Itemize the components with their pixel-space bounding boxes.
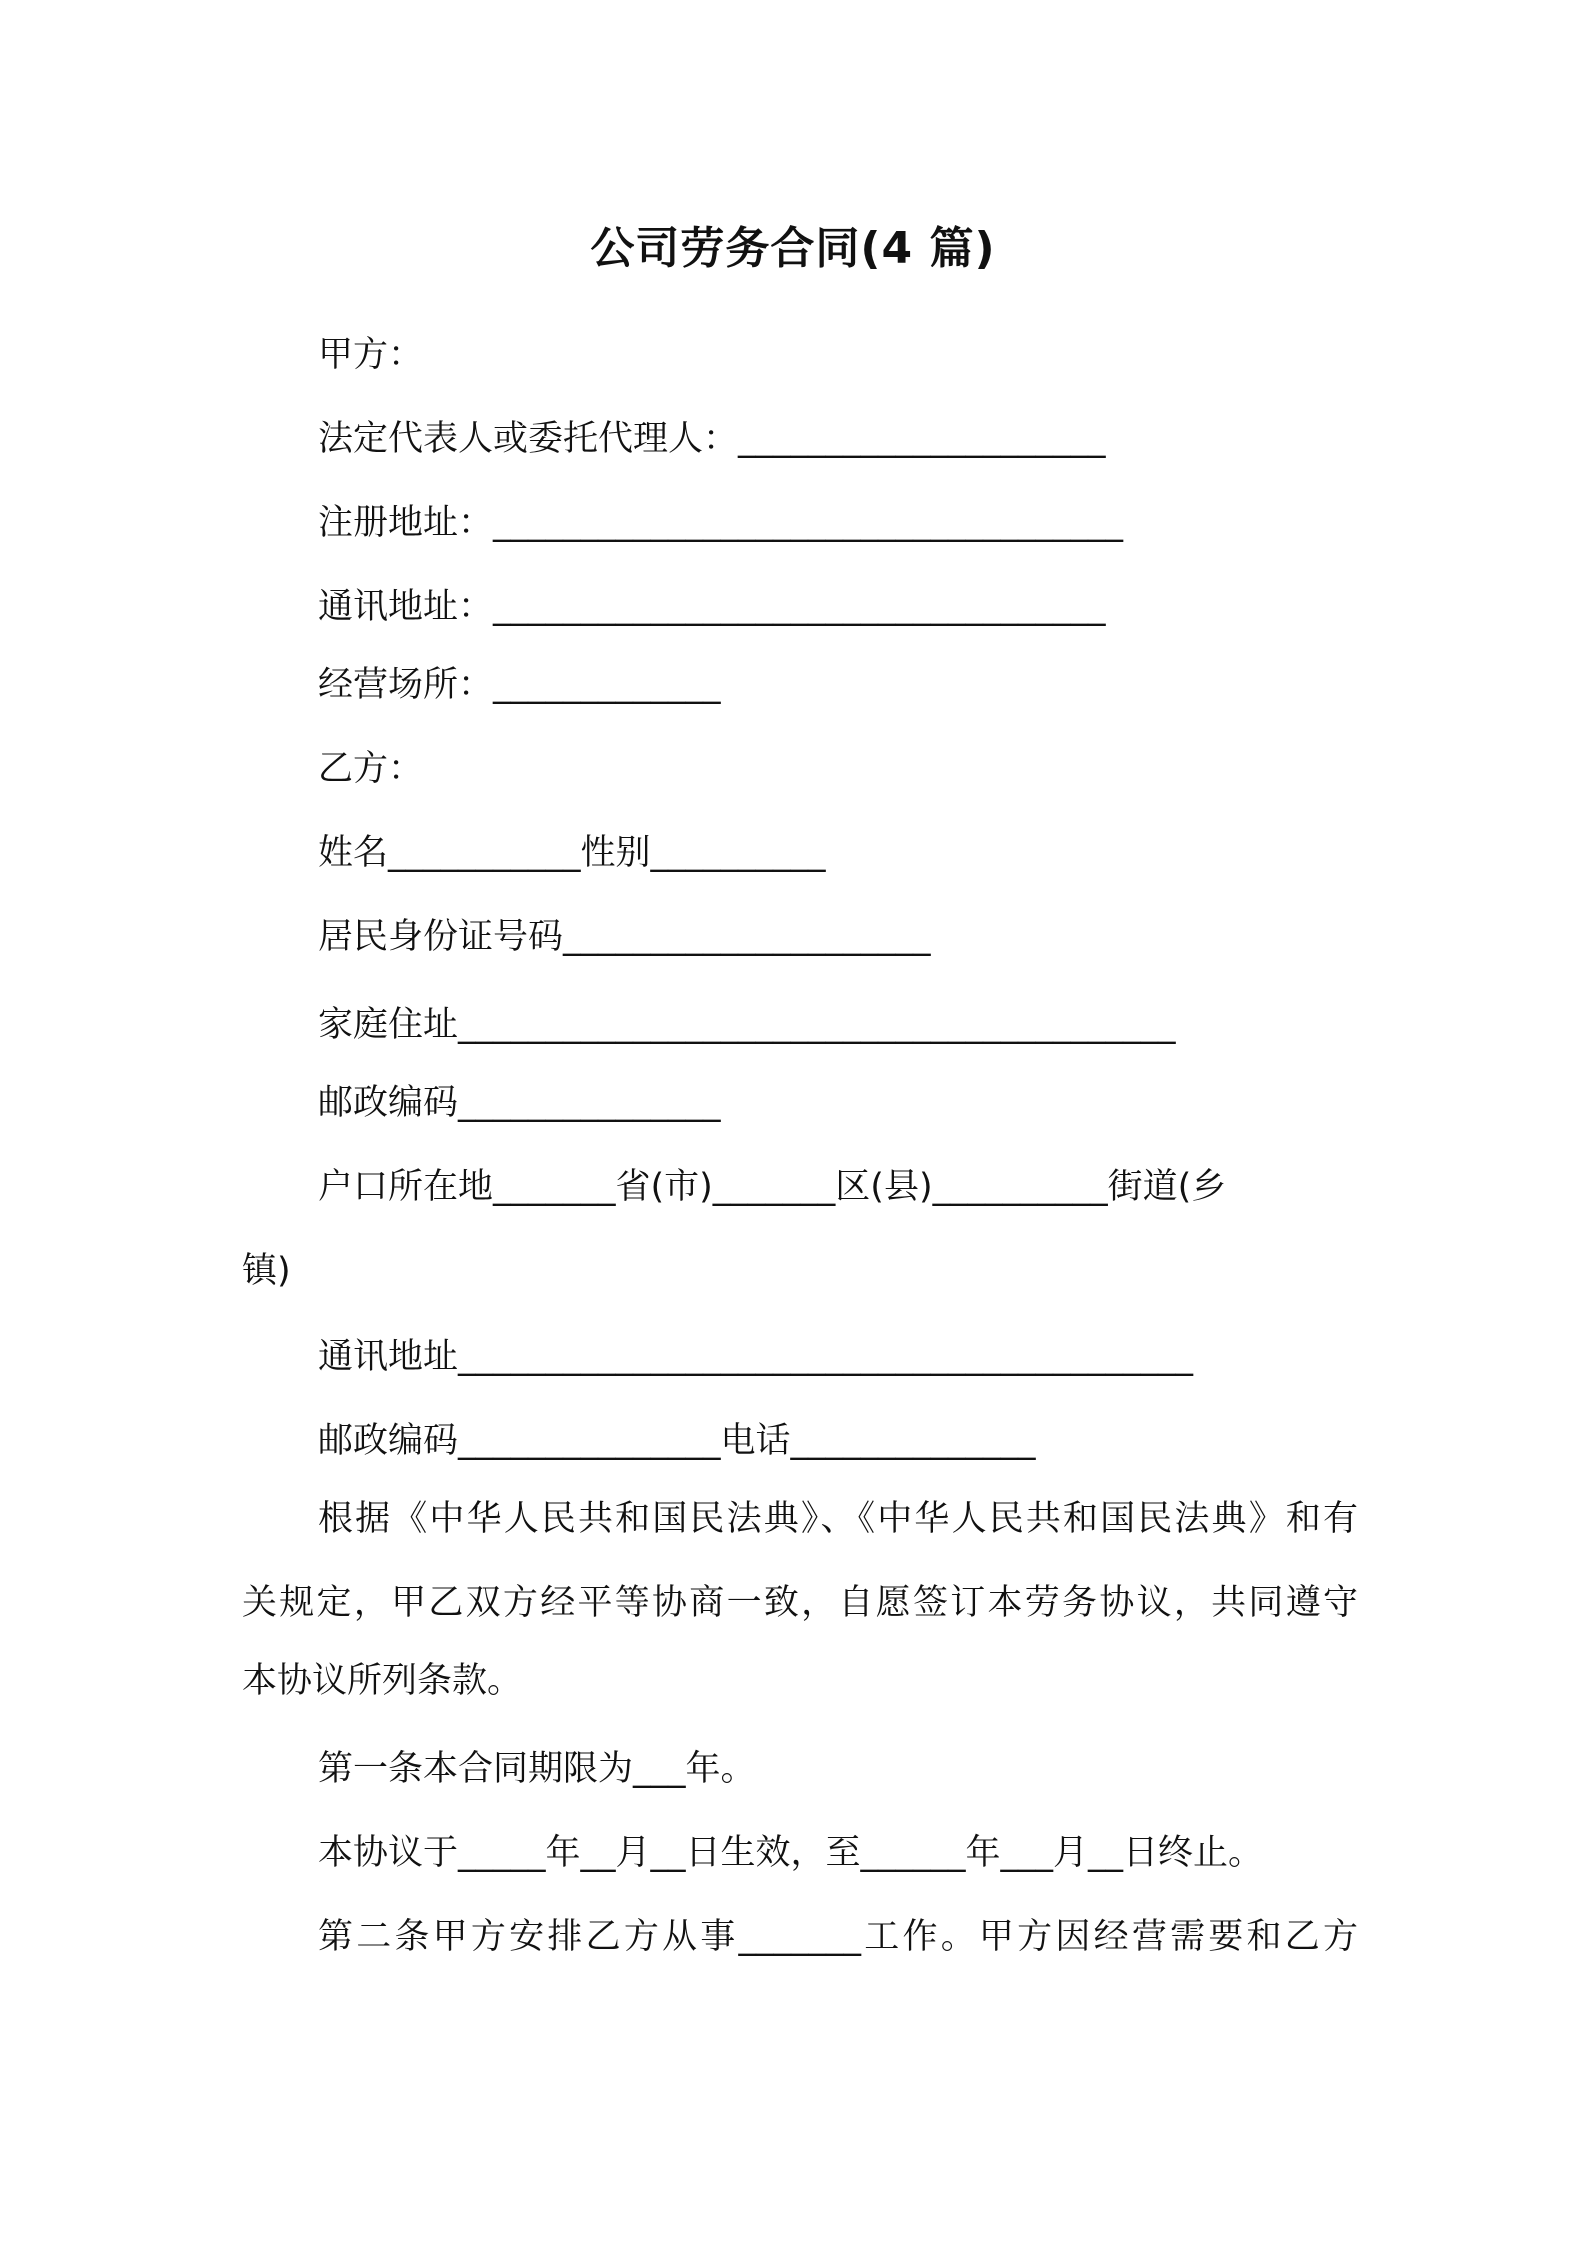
household-registration-line: 户口所在地_______省(市)_______区(县)__________街道(乡 [318,1167,1227,1207]
preamble-line-2: 关规定，甲乙双方经平等协商一致，自愿签订本劳务协议，共同遵守 [242,1583,1358,1623]
preamble-line-3: 本协议所列条款。 [242,1661,523,1701]
household-registration-line-cont: 镇) [242,1251,291,1291]
home-address-line: 家庭住址_________________________________________ [318,1005,1176,1045]
effective-period-line: 本协议于_____年__月__日生效，至______年___月__日终止。 [318,1833,1264,1873]
postal-code-line-1: 邮政编码_______________ [318,1083,721,1123]
id-number-line: 居民身份证号码_____________________ [318,917,931,957]
contact-address-line-b: 通讯地址__________________________________________ [318,1337,1194,1377]
article-2-line: 第二条甲方安排乙方从事_______工作。甲方因经营需要和乙方 [318,1917,1358,1957]
registered-address-line: 注册地址：____________________________________ [318,503,1124,543]
contact-address-line-a: 通讯地址：___________________________________ [318,587,1106,627]
article-1-line: 第一条本合同期限为___年。 [318,1749,756,1789]
document-title: 公司劳务合同(4 篇) [590,223,996,274]
legal-representative-line: 法定代表人或委托代理人：_____________________ [318,419,1106,459]
postal-code-phone-line: 邮政编码_______________电话______________ [318,1421,1036,1461]
business-premises-line: 经营场所：_____________ [318,665,721,705]
party-b-label: 乙方： [318,749,424,789]
preamble-line-1: 根据《中华人民共和国民法典》、《中华人民共和国民法典》和有 [318,1499,1358,1539]
party-a-label: 甲方： [318,335,424,375]
name-gender-line: 姓名___________性别__________ [318,833,826,873]
